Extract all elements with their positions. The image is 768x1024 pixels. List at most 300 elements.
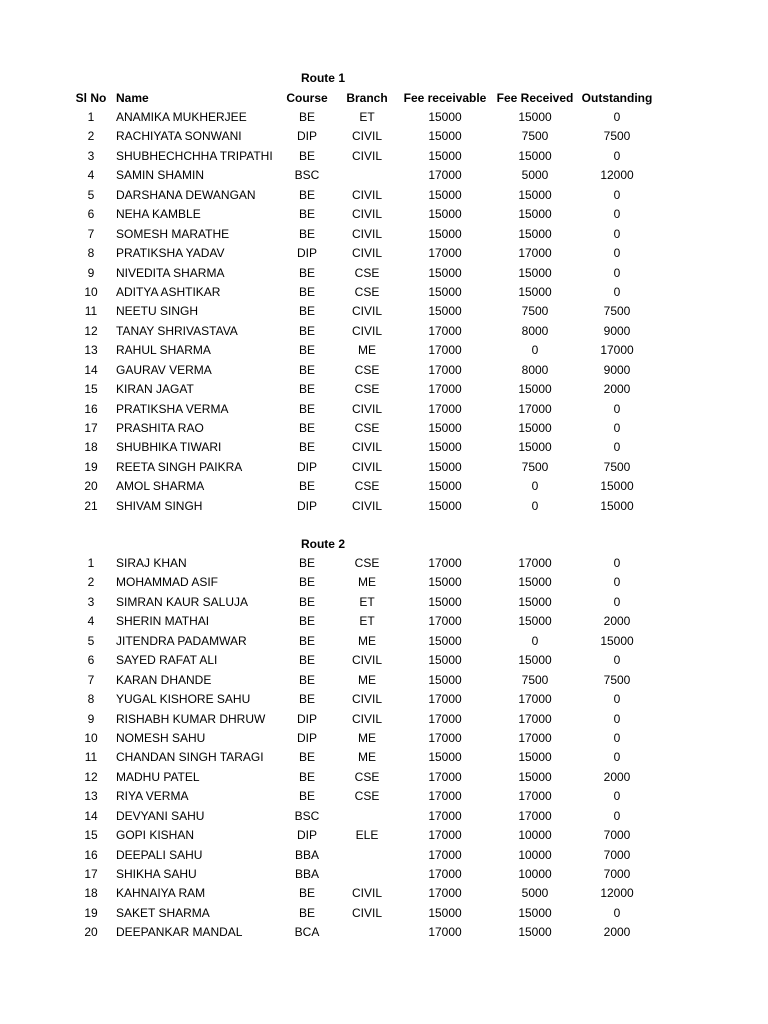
course-cell: BE	[298, 672, 315, 687]
table-row	[0, 264, 768, 283]
header-sl-no: Sl No	[75, 91, 107, 105]
fee-receivable-cell: 15000	[428, 421, 462, 436]
branch-cell: ME	[358, 672, 376, 687]
branch-cell: CIVIL	[351, 207, 382, 222]
fee-received-cell: 17000	[518, 246, 552, 261]
course-cell: BSC	[294, 168, 320, 183]
fee-receivable-cell: 17000	[428, 769, 462, 784]
fee-receivable-cell: 17000	[428, 401, 462, 416]
fee-receivable-cell: 17000	[428, 828, 462, 843]
table-row	[0, 244, 768, 263]
outstanding-cell: 0	[613, 284, 621, 299]
branch-cell: ET	[359, 110, 375, 124]
outstanding-cell: 15000	[600, 633, 634, 648]
outstanding-cell: 0	[613, 808, 621, 823]
name-cell: PRASHITA RAO	[116, 421, 204, 436]
fee-receivable-cell: 17000	[428, 692, 462, 707]
name-cell: SHIVAM SINGH	[116, 498, 203, 513]
fee-receivable-cell: 15000	[428, 750, 462, 765]
fee-received-cell: 0	[531, 343, 539, 358]
name-cell: MADHU PATEL	[116, 769, 200, 784]
outstanding-cell: 0	[613, 789, 621, 804]
fee-received-cell: 7500	[521, 129, 549, 144]
fee-receivable-cell: 17000	[428, 730, 462, 745]
branch-cell: CIVIL	[351, 129, 382, 144]
fee-received-cell: 8000	[521, 323, 549, 338]
table-row	[0, 225, 768, 244]
table-row	[0, 846, 768, 865]
branch-cell: CSE	[354, 382, 380, 397]
fee-receivable-cell: 17000	[428, 847, 462, 862]
table-row	[0, 438, 768, 457]
branch-cell: ME	[358, 633, 376, 648]
fee-receivable-cell: 15000	[428, 672, 462, 687]
header-course: Course	[286, 91, 328, 105]
name-cell: JITENDRA PADAMWAR	[116, 633, 247, 648]
course-cell: BE	[298, 633, 315, 648]
outstanding-cell: 7500	[603, 304, 631, 319]
course-cell: BE	[298, 382, 315, 397]
branch-cell: ET	[359, 614, 375, 629]
fee-receivable-cell: 15000	[428, 187, 462, 202]
branch-cell: CSE	[354, 421, 380, 436]
course-cell: DIP	[296, 246, 317, 261]
table-row	[0, 419, 768, 438]
fee-receivable-cell: 15000	[428, 575, 462, 590]
fee-receivable-cell: 15000	[428, 905, 462, 920]
fee-receivable-cell: 15000	[428, 304, 462, 319]
fee-received-cell: 17000	[518, 556, 552, 570]
course-cell: BE	[298, 226, 315, 241]
fee-received-cell: 0	[531, 633, 539, 648]
sl-no-cell: 7	[87, 226, 95, 241]
sl-no-cell: 10	[84, 284, 98, 299]
outstanding-cell: 0	[613, 148, 621, 163]
fee-received-cell: 8000	[521, 362, 549, 377]
sl-no-cell: 9	[87, 265, 95, 280]
sl-no-cell: 21	[84, 498, 98, 513]
branch-cell: CSE	[354, 479, 380, 494]
course-cell: BE	[298, 614, 315, 629]
fee-received-cell: 5000	[521, 886, 549, 901]
branch-cell: ET	[359, 594, 375, 609]
name-cell: SOMESH MARATHE	[116, 226, 230, 241]
sl-no-cell: 16	[84, 847, 98, 862]
table-row	[0, 322, 768, 341]
name-cell: AMOL SHARMA	[116, 479, 205, 494]
sl-no-cell: 13	[84, 789, 98, 804]
fee-receivable-cell: 17000	[428, 711, 462, 726]
course-cell: BE	[298, 750, 315, 765]
sl-no-cell: 6	[87, 653, 95, 668]
fee-received-cell: 10000	[518, 867, 552, 882]
outstanding-cell: 0	[613, 750, 621, 765]
fee-received-cell: 7500	[521, 459, 549, 474]
fee-received-cell: 15000	[518, 750, 552, 765]
name-cell: NOMESH SAHU	[116, 730, 206, 745]
branch-cell: CIVIL	[351, 711, 382, 726]
fee-received-cell: 17000	[518, 692, 552, 707]
outstanding-cell: 2000	[603, 925, 631, 940]
route-2-title: Route 2	[300, 537, 345, 551]
outstanding-cell: 7500	[603, 459, 631, 474]
course-cell: BE	[298, 362, 315, 377]
sl-no-cell: 1	[87, 110, 95, 124]
fee-receivable-cell: 15000	[428, 129, 462, 144]
name-cell: RAHUL SHARMA	[116, 343, 211, 358]
fee-received-cell: 10000	[518, 847, 552, 862]
name-cell: SHUBHECHCHHA TRIPATHI	[116, 148, 273, 163]
sl-no-cell: 19	[84, 459, 98, 474]
fee-received-cell: 15000	[518, 440, 552, 455]
fee-received-cell: 17000	[518, 730, 552, 745]
course-cell: BE	[298, 110, 315, 124]
branch-cell: CIVIL	[351, 905, 382, 920]
table-row	[0, 651, 768, 670]
table-row	[0, 380, 768, 399]
sl-no-cell: 5	[87, 633, 95, 648]
outstanding-cell: 9000	[603, 362, 631, 377]
fee-received-cell: 15000	[518, 110, 552, 124]
outstanding-cell: 9000	[603, 323, 631, 338]
route-1-title-row	[0, 69, 768, 88]
table-row	[0, 458, 768, 477]
table-row	[0, 748, 768, 767]
fee-receivable-cell: 15000	[428, 633, 462, 648]
header-fee-receivable: Fee receivable	[403, 91, 487, 105]
branch-cell: CIVIL	[351, 459, 382, 474]
name-cell: SIMRAN KAUR SALUJA	[116, 594, 249, 609]
name-cell: DEEPANKAR MANDAL	[116, 925, 243, 940]
branch-cell: ELE	[355, 828, 379, 843]
fee-received-cell: 15000	[518, 421, 552, 436]
outstanding-cell: 0	[613, 265, 621, 280]
table-row	[0, 283, 768, 302]
name-cell: RIYA VERMA	[116, 789, 189, 804]
name-cell: RACHIYATA SONWANI	[116, 129, 242, 144]
table-row	[0, 923, 768, 942]
course-cell: BE	[298, 343, 315, 358]
table-row	[0, 768, 768, 787]
fee-received-cell: 15000	[518, 594, 552, 609]
course-cell: BCA	[294, 925, 320, 940]
branch-cell: CIVIL	[351, 187, 382, 202]
table-row	[0, 477, 768, 496]
outstanding-cell: 0	[613, 440, 621, 455]
fee-receivable-cell: 17000	[428, 886, 462, 901]
sl-no-cell: 12	[84, 769, 98, 784]
outstanding-cell: 0	[613, 730, 621, 745]
fee-received-cell: 15000	[518, 226, 552, 241]
course-cell: BE	[298, 575, 315, 590]
name-cell: DARSHANA DEWANGAN	[116, 187, 256, 202]
sl-no-cell: 12	[84, 323, 98, 338]
sl-no-cell: 16	[84, 401, 98, 416]
fee-receivable-cell: 17000	[428, 382, 462, 397]
course-cell: BBA	[294, 867, 319, 882]
sl-no-cell: 20	[84, 479, 98, 494]
fee-receivable-cell: 17000	[428, 614, 462, 629]
course-cell: DIP	[296, 498, 317, 513]
outstanding-cell: 7000	[603, 828, 631, 843]
outstanding-cell: 0	[613, 692, 621, 707]
course-cell: BE	[298, 789, 315, 804]
sl-no-cell: 3	[87, 148, 95, 163]
branch-cell: CIVIL	[351, 148, 382, 163]
table-row	[0, 400, 768, 419]
fee-receivable-cell: 15000	[428, 498, 462, 513]
fee-receivable-cell: 17000	[428, 867, 462, 882]
fee-received-cell: 15000	[518, 575, 552, 590]
course-cell: BE	[298, 692, 315, 707]
table-row	[0, 166, 768, 185]
name-cell: YUGAL KISHORE SAHU	[116, 692, 251, 707]
sl-no-cell: 15	[84, 382, 98, 397]
table-row	[0, 554, 768, 573]
branch-cell: CIVIL	[351, 246, 382, 261]
course-cell: BE	[298, 421, 315, 436]
outstanding-cell: 0	[613, 653, 621, 668]
fee-receivable-cell: 17000	[428, 323, 462, 338]
branch-cell: CSE	[354, 362, 380, 377]
outstanding-cell: 7500	[603, 672, 631, 687]
fee-receivable-cell: 15000	[428, 148, 462, 163]
table-row	[0, 593, 768, 612]
fee-receivable-cell: 15000	[428, 226, 462, 241]
fee-receivable-cell: 15000	[428, 284, 462, 299]
outstanding-cell: 7000	[603, 847, 631, 862]
fee-received-cell: 7500	[521, 672, 549, 687]
fee-received-cell: 0	[531, 479, 539, 494]
table-row	[0, 127, 768, 146]
table-row	[0, 826, 768, 845]
branch-cell: CSE	[354, 769, 380, 784]
outstanding-cell: 0	[613, 594, 621, 609]
outstanding-cell: 15000	[600, 479, 634, 494]
sl-no-cell: 18	[84, 440, 98, 455]
table-row	[0, 710, 768, 729]
header-fee-received: Fee Received	[496, 91, 574, 105]
table-row	[0, 205, 768, 224]
name-cell: NEETU SINGH	[116, 304, 199, 319]
sl-no-cell: 15	[84, 828, 98, 843]
fee-received-cell: 15000	[518, 653, 552, 668]
name-cell: CHANDAN SINGH TARAGI	[116, 750, 264, 765]
course-cell: DIP	[296, 459, 317, 474]
route-1-title: Route 1	[300, 71, 345, 85]
name-cell: KARAN DHANDE	[116, 672, 212, 687]
name-cell: DEEPALI SAHU	[116, 847, 203, 862]
table-row	[0, 302, 768, 321]
sl-no-cell: 2	[87, 575, 95, 590]
fee-receivable-cell: 15000	[428, 440, 462, 455]
table-row	[0, 612, 768, 631]
fee-received-cell: 17000	[518, 808, 552, 823]
branch-cell: CSE	[354, 789, 380, 804]
name-cell: SAKET SHARMA	[116, 905, 210, 920]
outstanding-cell: 0	[613, 711, 621, 726]
outstanding-cell: 7000	[603, 867, 631, 882]
branch-cell: CIVIL	[351, 886, 382, 901]
fee-receivable-cell: 15000	[428, 479, 462, 494]
outstanding-cell: 0	[613, 421, 621, 436]
fee-received-cell: 7500	[521, 304, 549, 319]
branch-cell: ME	[358, 750, 376, 765]
outstanding-cell: 2000	[603, 382, 631, 397]
course-cell: BE	[298, 187, 315, 202]
course-cell: BE	[298, 148, 315, 163]
name-cell: ADITYA ASHTIKAR	[116, 284, 221, 299]
name-cell: MOHAMMAD ASIF	[116, 575, 219, 590]
fee-receivable-cell: 17000	[428, 168, 462, 183]
branch-cell: CIVIL	[351, 498, 382, 513]
sl-no-cell: 4	[87, 614, 95, 629]
header-outstanding: Outstanding	[581, 91, 653, 105]
course-cell: BE	[298, 304, 315, 319]
course-cell: BE	[298, 440, 315, 455]
name-cell: NEHA KAMBLE	[116, 207, 201, 222]
fee-receivable-cell: 17000	[428, 246, 462, 261]
course-cell: DIP	[296, 711, 317, 726]
outstanding-cell: 7500	[603, 129, 631, 144]
fee-received-cell: 15000	[518, 187, 552, 202]
sl-no-cell: 8	[87, 692, 95, 707]
sl-no-cell: 4	[87, 168, 95, 183]
fee-received-cell: 10000	[518, 828, 552, 843]
table-row	[0, 729, 768, 748]
table-row	[0, 147, 768, 166]
fee-received-cell: 17000	[518, 401, 552, 416]
table-row	[0, 671, 768, 690]
branch-cell: CIVIL	[351, 440, 382, 455]
course-cell: BE	[298, 265, 315, 280]
table-row	[0, 497, 768, 516]
branch-cell: CSE	[354, 284, 380, 299]
fee-received-cell: 15000	[518, 614, 552, 629]
fee-receivable-cell: 15000	[428, 459, 462, 474]
table-row	[0, 341, 768, 360]
sl-no-cell: 11	[84, 304, 98, 319]
header-name: Name	[116, 91, 149, 105]
name-cell: GAURAV VERMA	[116, 362, 212, 377]
outstanding-cell: 0	[613, 556, 621, 570]
sl-no-cell: 3	[87, 594, 95, 609]
branch-cell: ME	[358, 343, 376, 358]
name-cell: SAYED RAFAT ALI	[116, 653, 218, 668]
outstanding-cell: 0	[613, 110, 621, 124]
outstanding-cell: 17000	[600, 343, 634, 358]
outstanding-cell: 15000	[600, 498, 634, 513]
sl-no-cell: 11	[84, 750, 98, 765]
sl-no-cell: 17	[84, 421, 98, 436]
course-cell: BE	[298, 556, 315, 570]
sl-no-cell: 20	[84, 925, 98, 940]
fee-received-cell: 15000	[518, 284, 552, 299]
route-2-title-row	[0, 535, 768, 554]
sl-no-cell: 10	[84, 730, 98, 745]
outstanding-cell: 0	[613, 187, 621, 202]
sl-no-cell: 19	[84, 905, 98, 920]
table-row	[0, 884, 768, 903]
table-row	[0, 787, 768, 806]
header-branch: Branch	[346, 91, 388, 105]
fee-receivable-cell: 15000	[428, 207, 462, 222]
fee-received-cell: 15000	[518, 769, 552, 784]
fee-receivable-cell: 17000	[428, 362, 462, 377]
course-cell: BE	[298, 594, 315, 609]
table-row	[0, 108, 768, 127]
table-header-row	[0, 89, 768, 108]
course-cell: DIP	[296, 730, 317, 745]
name-cell: PRATIKSHA VERMA	[116, 401, 229, 416]
branch-cell: CIVIL	[351, 226, 382, 241]
table-row	[0, 865, 768, 884]
name-cell: KAHNAIYA RAM	[116, 886, 206, 901]
outstanding-cell: 2000	[603, 614, 631, 629]
fee-receivable-cell: 15000	[428, 110, 462, 124]
fee-received-cell: 5000	[521, 168, 549, 183]
sl-no-cell: 2	[87, 129, 95, 144]
outstanding-cell: 0	[613, 246, 621, 261]
fee-receivable-cell: 17000	[428, 789, 462, 804]
course-cell: BE	[298, 769, 315, 784]
name-cell: RISHABH KUMAR DHRUW	[116, 711, 266, 726]
name-cell: SAMIN SHAMIN	[116, 168, 205, 183]
fee-receivable-cell: 15000	[428, 594, 462, 609]
course-cell: BE	[298, 886, 315, 901]
outstanding-cell: 2000	[603, 769, 631, 784]
fee-receivable-cell: 17000	[428, 343, 462, 358]
fee-receivable-cell: 17000	[428, 925, 462, 940]
table-row	[0, 573, 768, 592]
fee-receivable-cell: 15000	[428, 265, 462, 280]
outstanding-cell: 0	[613, 905, 621, 920]
branch-cell: CSE	[354, 265, 380, 280]
name-cell: DEVYANI SAHU	[116, 808, 205, 823]
course-cell: BE	[298, 207, 315, 222]
table-row	[0, 186, 768, 205]
fee-received-cell: 0	[531, 498, 539, 513]
branch-cell: CIVIL	[351, 323, 382, 338]
sl-no-cell: 18	[84, 886, 98, 901]
branch-cell: ME	[358, 730, 376, 745]
course-cell: BBA	[294, 847, 319, 862]
name-cell: SHERIN MATHAI	[116, 614, 210, 629]
sl-no-cell: 1	[87, 556, 95, 570]
outstanding-cell: 12000	[600, 886, 634, 901]
course-cell: DIP	[296, 129, 317, 144]
sl-no-cell: 13	[84, 343, 98, 358]
sl-no-cell: 14	[84, 362, 98, 377]
fee-received-cell: 15000	[518, 148, 552, 163]
course-cell: BE	[298, 905, 315, 920]
name-cell: REETA SINGH PAIKRA	[116, 459, 243, 474]
fee-receivable-cell: 17000	[428, 808, 462, 823]
course-cell: DIP	[296, 828, 317, 843]
branch-cell: CIVIL	[351, 653, 382, 668]
branch-cell: CIVIL	[351, 401, 382, 416]
course-cell: BSC	[294, 808, 320, 823]
table-row	[0, 807, 768, 826]
fee-received-cell: 15000	[518, 207, 552, 222]
sl-no-cell: 17	[84, 867, 98, 882]
outstanding-cell: 0	[613, 575, 621, 590]
sl-no-cell: 5	[87, 187, 95, 202]
name-cell: SHUBHIKA TIWARI	[116, 440, 222, 455]
branch-cell: ME	[358, 575, 376, 590]
branch-cell: CIVIL	[351, 304, 382, 319]
sl-no-cell: 14	[84, 808, 98, 823]
